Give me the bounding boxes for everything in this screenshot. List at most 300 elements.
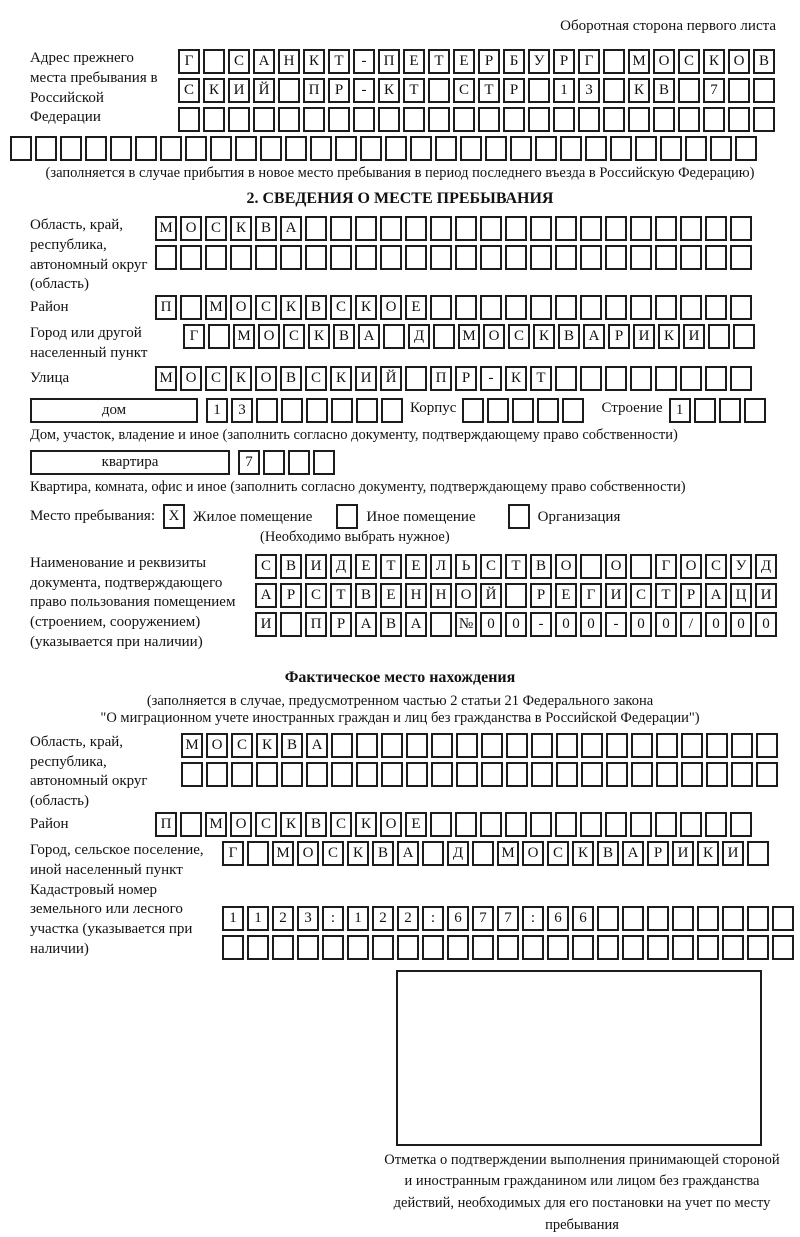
- form-cell: [455, 295, 477, 320]
- form-cell: Д: [330, 554, 352, 579]
- form-cell: [303, 107, 325, 132]
- form-cell: [456, 733, 478, 758]
- form-cell: [472, 935, 494, 960]
- form-cell: [506, 762, 528, 787]
- form-cell: К: [378, 78, 400, 103]
- form-cell: С: [305, 366, 327, 391]
- form-cell: О: [680, 554, 702, 579]
- form-cell: [730, 216, 752, 241]
- form-cell: 3: [297, 906, 319, 931]
- form-cell: [622, 906, 644, 931]
- street-block: [10, 366, 790, 395]
- form-cell: [480, 812, 502, 837]
- form-cell: [597, 906, 619, 931]
- form-cell: [555, 812, 577, 837]
- form-cell: [330, 216, 352, 241]
- form-cell: П: [305, 612, 327, 637]
- actual-location-note-1: (заполняется в случае, предусмотренном частью 2 статьи 21 Федерального закона: [146, 692, 654, 709]
- form-cell: 1: [347, 906, 369, 931]
- form-cell: [453, 107, 475, 132]
- form-cell: А: [255, 583, 277, 608]
- form-cell: А: [280, 216, 302, 241]
- form-cell: Г: [578, 49, 600, 74]
- form-cell: [655, 295, 677, 320]
- form-cell: [610, 136, 632, 161]
- form-cell: Е: [380, 583, 402, 608]
- city-block: [10, 324, 790, 364]
- stroenie-label: Строение: [601, 399, 663, 416]
- form-cell: [656, 762, 678, 787]
- korpus-label: Корпус: [410, 399, 457, 416]
- actual-region-row-1: [181, 733, 781, 758]
- form-cell: [708, 324, 730, 349]
- form-cell: [572, 935, 594, 960]
- form-cell: И: [355, 366, 377, 391]
- form-cell: [310, 136, 332, 161]
- form-cell: [505, 216, 527, 241]
- form-cell: [537, 398, 559, 423]
- form-cell: [705, 245, 727, 270]
- form-cell: [697, 935, 719, 960]
- form-cell: [672, 935, 694, 960]
- form-cell: [180, 812, 202, 837]
- form-cell: А: [705, 583, 727, 608]
- form-cell: [372, 935, 394, 960]
- form-cell: Й: [380, 366, 402, 391]
- form-cell: [622, 935, 644, 960]
- form-cell: П: [155, 295, 177, 320]
- form-cell: [255, 245, 277, 270]
- form-cell: [681, 733, 703, 758]
- form-cell: А: [306, 733, 328, 758]
- form-cell: [560, 136, 582, 161]
- form-cell: 1: [669, 398, 691, 423]
- form-cell: [206, 762, 228, 787]
- form-cell: [655, 216, 677, 241]
- apartment-type-box: квартира: [30, 450, 230, 475]
- form-cell: [731, 733, 753, 758]
- form-cell: С: [255, 554, 277, 579]
- actual-district-label: Район: [30, 815, 69, 832]
- previous-address-block: [10, 49, 790, 182]
- form-cell: В: [558, 324, 580, 349]
- form-cell: [603, 78, 625, 103]
- form-cell: [756, 762, 778, 787]
- document-label: Наименование и реквизиты документа, подтверждающего право пользования помещением (строением, сооружением) (указывается при наличии): [30, 554, 236, 650]
- form-cell: [647, 906, 669, 931]
- form-cell: К: [230, 216, 252, 241]
- form-cell: [580, 812, 602, 837]
- actual-region-row-2: [181, 762, 781, 787]
- form-cell: В: [255, 216, 277, 241]
- form-cell: [222, 935, 244, 960]
- form-cell: В: [530, 554, 552, 579]
- form-cell: К: [533, 324, 555, 349]
- form-cell: [281, 762, 303, 787]
- prev-address-row-1: [178, 49, 778, 74]
- form-cell: П: [378, 49, 400, 74]
- form-cell: [281, 398, 303, 423]
- form-cell: Р: [503, 78, 525, 103]
- house-row: [30, 398, 790, 427]
- form-cell: [553, 107, 575, 132]
- form-cell: [430, 295, 452, 320]
- form-cell: С: [205, 216, 227, 241]
- form-cell: И: [722, 841, 744, 866]
- form-cell: Г: [222, 841, 244, 866]
- form-cell: [355, 216, 377, 241]
- form-cell: [630, 295, 652, 320]
- stamp-caption: Отметка о подтверждении выполнения принимающей стороной и иностранным гражданином или лицом без гражданства действий, необходимых для его постановки на учет по месту пребывания: [384, 1151, 780, 1233]
- form-cell: О: [180, 366, 202, 391]
- form-cell: [631, 733, 653, 758]
- form-cell: [535, 136, 557, 161]
- form-cell: [180, 295, 202, 320]
- form-cell: В: [355, 583, 377, 608]
- form-cell: [580, 216, 602, 241]
- form-cell: [455, 812, 477, 837]
- form-cell: [406, 733, 428, 758]
- form-cell: [385, 136, 407, 161]
- form-cell: [631, 762, 653, 787]
- form-cell: [630, 245, 652, 270]
- form-cell: О: [255, 366, 277, 391]
- document-row-3: [255, 612, 780, 637]
- form-cell: [597, 935, 619, 960]
- form-cell: С: [678, 49, 700, 74]
- form-cell: 7: [703, 78, 725, 103]
- form-cell: [228, 107, 250, 132]
- actual-location-note-2: "О миграционном учете иностранных граждан и лиц без гражданства в Российской Федерации"): [100, 709, 700, 726]
- form-cell: О: [380, 295, 402, 320]
- form-cell: [331, 733, 353, 758]
- form-cell: С: [255, 812, 277, 837]
- form-cell: [185, 136, 207, 161]
- form-cell: И: [228, 78, 250, 103]
- form-cell: [580, 295, 602, 320]
- form-cell: [356, 398, 378, 423]
- actual-region-block: [10, 733, 790, 812]
- form-cell: М: [497, 841, 519, 866]
- form-cell: И: [305, 554, 327, 579]
- form-cell: Н: [430, 583, 452, 608]
- form-cell: Е: [405, 812, 427, 837]
- form-cell: Р: [280, 583, 302, 608]
- form-cell: [430, 812, 452, 837]
- form-cell: [433, 324, 455, 349]
- form-cell: [285, 136, 307, 161]
- form-cell: [706, 733, 728, 758]
- form-cell: [480, 216, 502, 241]
- form-cell: И: [755, 583, 777, 608]
- form-cell: [705, 295, 727, 320]
- form-cell: [356, 733, 378, 758]
- form-cell: Д: [447, 841, 469, 866]
- form-cell: 7: [472, 906, 494, 931]
- form-cell: [528, 78, 550, 103]
- actual-location-title: Фактическое место нахождения: [284, 668, 516, 686]
- form-cell: /: [680, 612, 702, 637]
- form-cell: [605, 812, 627, 837]
- form-cell: [160, 136, 182, 161]
- form-cell: Е: [405, 295, 427, 320]
- prev-address-row-3: [178, 107, 778, 132]
- prev-address-row-4: [10, 136, 790, 161]
- form-cell: [280, 612, 302, 637]
- form-cell: С: [178, 78, 200, 103]
- form-cell: [356, 762, 378, 787]
- form-cell: [256, 398, 278, 423]
- form-cell: 0: [580, 612, 602, 637]
- form-cell: [606, 762, 628, 787]
- korpus-cells: [462, 398, 587, 423]
- form-cell: П: [430, 366, 452, 391]
- form-cell: Е: [555, 583, 577, 608]
- form-cell: К: [572, 841, 594, 866]
- form-cell: [360, 136, 382, 161]
- form-cell: Л: [430, 554, 452, 579]
- form-cell: [705, 216, 727, 241]
- form-cell: [678, 107, 700, 132]
- form-cell: [330, 245, 352, 270]
- form-cell: [680, 245, 702, 270]
- form-cell: [278, 78, 300, 103]
- place-type-row: [30, 504, 790, 529]
- form-cell: [430, 216, 452, 241]
- form-cell: С: [705, 554, 727, 579]
- form-cell: Т: [330, 583, 352, 608]
- form-cell: Р: [328, 78, 350, 103]
- form-cell: [208, 324, 230, 349]
- form-cell: -: [353, 49, 375, 74]
- other-premises-label: Иное помещение: [366, 508, 476, 525]
- form-cell: К: [303, 49, 325, 74]
- form-cell: [555, 295, 577, 320]
- form-cell: К: [347, 841, 369, 866]
- form-cell: [647, 935, 669, 960]
- form-cell: [472, 841, 494, 866]
- form-cell: [431, 733, 453, 758]
- form-cell: А: [622, 841, 644, 866]
- form-cell: [510, 136, 532, 161]
- form-cell: К: [703, 49, 725, 74]
- form-cell: [331, 398, 353, 423]
- form-cell: [672, 906, 694, 931]
- form-cell: [635, 136, 657, 161]
- form-cell: И: [683, 324, 705, 349]
- form-cell: К: [355, 295, 377, 320]
- form-cell: С: [322, 841, 344, 866]
- form-cell: С: [205, 366, 227, 391]
- form-cell: В: [280, 554, 302, 579]
- residential-checkbox: X: [163, 504, 185, 529]
- form-cell: [655, 245, 677, 270]
- house-number-cells: [206, 398, 406, 423]
- form-cell: Р: [330, 612, 352, 637]
- form-cell: С: [283, 324, 305, 349]
- document-block: [10, 554, 790, 653]
- form-cell: 0: [505, 612, 527, 637]
- form-cell: А: [355, 612, 377, 637]
- form-cell: [306, 398, 328, 423]
- form-cell: [719, 398, 741, 423]
- form-cell: Г: [183, 324, 205, 349]
- form-cell: [630, 366, 652, 391]
- form-cell: [203, 107, 225, 132]
- form-cell: [512, 398, 534, 423]
- form-cell: [555, 245, 577, 270]
- form-cell: [378, 107, 400, 132]
- form-cell: [562, 398, 584, 423]
- actual-region-label: Область, край, республика, автономный округ (область): [30, 733, 148, 810]
- form-cell: М: [205, 295, 227, 320]
- previous-address-label: Адрес прежнего места пребывания в Российской Федерации: [30, 50, 158, 126]
- form-cell: М: [233, 324, 255, 349]
- form-cell: [460, 136, 482, 161]
- form-cell: 2: [272, 906, 294, 931]
- street-label: Улица: [30, 369, 70, 386]
- form-cell: [678, 78, 700, 103]
- form-cell: [528, 107, 550, 132]
- page-side-note: Оборотная сторона первого листа: [560, 18, 776, 34]
- form-cell: [656, 733, 678, 758]
- form-cell: [680, 812, 702, 837]
- form-cell: С: [231, 733, 253, 758]
- form-cell: [680, 216, 702, 241]
- form-cell: [505, 295, 527, 320]
- form-cell: [428, 107, 450, 132]
- form-cell: В: [280, 366, 302, 391]
- form-cell: М: [155, 216, 177, 241]
- district-block: [10, 295, 790, 324]
- form-cell: [447, 935, 469, 960]
- form-cell: [322, 935, 344, 960]
- cadastre-row-1: [222, 906, 797, 931]
- form-cell: [405, 366, 427, 391]
- form-cell: [383, 324, 405, 349]
- form-cell: [772, 906, 794, 931]
- form-cell: 1: [206, 398, 228, 423]
- actual-district-block: [10, 812, 790, 841]
- form-cell: К: [280, 812, 302, 837]
- form-cell: [730, 295, 752, 320]
- form-cell: [485, 136, 507, 161]
- form-cell: О: [605, 554, 627, 579]
- document-row-2: [255, 583, 780, 608]
- form-cell: К: [203, 78, 225, 103]
- form-cell: Т: [505, 554, 527, 579]
- form-cell: [455, 216, 477, 241]
- form-cell: Р: [478, 49, 500, 74]
- form-cell: [422, 935, 444, 960]
- form-cell: С: [330, 812, 352, 837]
- form-cell: [580, 245, 602, 270]
- form-cell: [247, 841, 269, 866]
- form-cell: Й: [253, 78, 275, 103]
- form-cell: [730, 245, 752, 270]
- form-cell: [628, 107, 650, 132]
- form-cell: [481, 762, 503, 787]
- form-cell: Т: [403, 78, 425, 103]
- form-cell: [480, 295, 502, 320]
- cadastre-label: Кадастровый номер земельного или лесного участка (указывается при наличии): [30, 881, 193, 957]
- form-cell: [430, 612, 452, 637]
- form-cell: Г: [655, 554, 677, 579]
- form-cell: 0: [630, 612, 652, 637]
- region-row-1: [155, 216, 755, 241]
- form-cell: :: [522, 906, 544, 931]
- form-cell: [603, 107, 625, 132]
- form-cell: [581, 733, 603, 758]
- form-cell: [603, 49, 625, 74]
- form-cell: [503, 107, 525, 132]
- form-cell: А: [358, 324, 380, 349]
- form-cell: А: [253, 49, 275, 74]
- form-cell: [431, 762, 453, 787]
- house-type-box: дом: [30, 398, 198, 423]
- form-cell: Н: [405, 583, 427, 608]
- form-cell: И: [255, 612, 277, 637]
- form-cell: К: [628, 78, 650, 103]
- form-cell: С: [255, 295, 277, 320]
- form-cell: [728, 78, 750, 103]
- form-cell: М: [458, 324, 480, 349]
- form-cell: 0: [705, 612, 727, 637]
- form-cell: [530, 295, 552, 320]
- form-cell: [705, 812, 727, 837]
- form-cell: А: [583, 324, 605, 349]
- form-cell: Т: [380, 554, 402, 579]
- form-cell: [505, 245, 527, 270]
- form-cell: [630, 812, 652, 837]
- form-cell: В: [281, 733, 303, 758]
- form-cell: [530, 245, 552, 270]
- form-cell: В: [372, 841, 394, 866]
- form-cell: [406, 762, 428, 787]
- place-type-note: (Необходимо выбрать нужное): [260, 528, 450, 545]
- form-cell: [297, 935, 319, 960]
- form-cell: [487, 398, 509, 423]
- form-cell: [328, 107, 350, 132]
- apartment-cells: [238, 450, 338, 475]
- form-cell: [556, 762, 578, 787]
- form-cell: А: [397, 841, 419, 866]
- form-cell: [428, 78, 450, 103]
- form-cell: Н: [278, 49, 300, 74]
- form-cell: [747, 935, 769, 960]
- form-cell: [85, 136, 107, 161]
- form-cell: [230, 245, 252, 270]
- form-cell: [705, 366, 727, 391]
- form-cell: [580, 366, 602, 391]
- form-cell: [288, 450, 310, 475]
- form-cell: [180, 245, 202, 270]
- form-cell: [733, 324, 755, 349]
- form-cell: Г: [178, 49, 200, 74]
- form-cell: Т: [328, 49, 350, 74]
- form-cell: [722, 906, 744, 931]
- region-row-2: [155, 245, 755, 270]
- form-cell: 7: [497, 906, 519, 931]
- organization-checkbox: [508, 504, 530, 529]
- form-cell: 1: [247, 906, 269, 931]
- form-cell: -: [480, 366, 502, 391]
- form-cell: О: [522, 841, 544, 866]
- form-cell: [756, 733, 778, 758]
- region-label: Область, край, республика, автономный округ (область): [30, 217, 148, 293]
- city-row: [183, 324, 758, 349]
- form-cell: [253, 107, 275, 132]
